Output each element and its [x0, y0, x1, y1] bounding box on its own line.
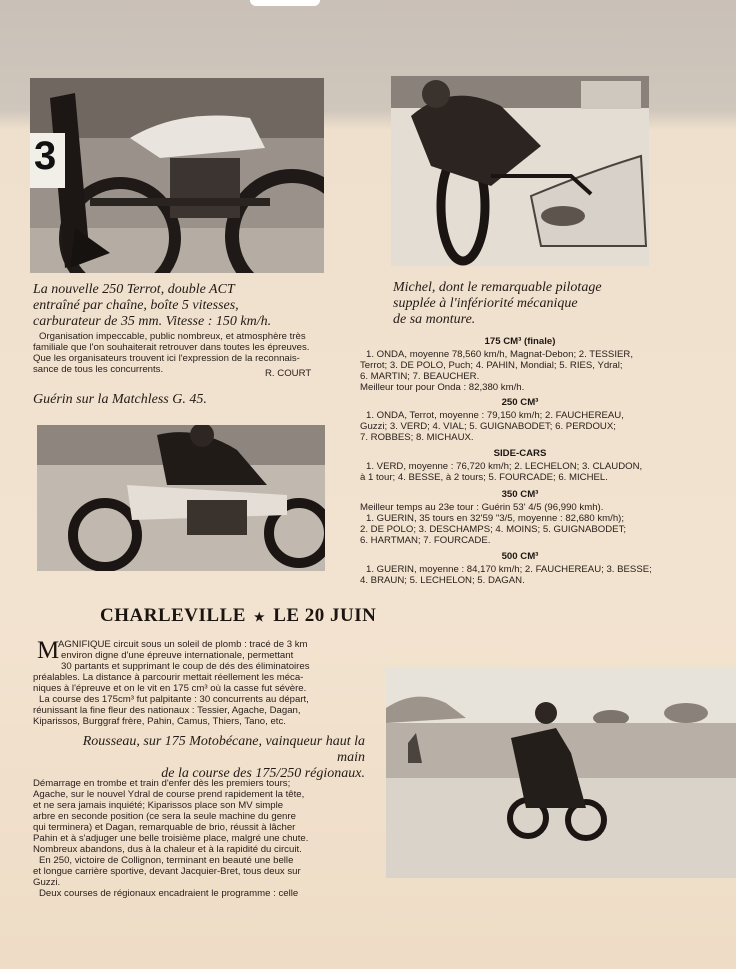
results-sidecars-heading: SIDE-CARS: [493, 448, 547, 459]
results-250: [360, 410, 685, 443]
terrot-caption-line: La nouvelle 250 Terrot, double ACT: [33, 282, 235, 297]
matchless-caption: Guérin sur la Matchless G. 45.: [33, 392, 207, 407]
intro-line: familiale que l'on souhaiterait retrouver dans toutes les épreuves.: [33, 342, 310, 353]
charleville-intro: [33, 639, 331, 727]
result-line: Meilleur temps au 23e tour : Guérin 53' 4/5 (96,990 kmh).: [360, 502, 604, 513]
results-250-heading: 250 CM³: [501, 397, 539, 408]
charleville-body-line: Guzzi.: [33, 877, 61, 888]
terrot-caption-line: carburateur de 35 mm. Vitesse : 150 km/h.: [33, 314, 272, 329]
sidecar-caption: [393, 280, 693, 328]
terrot-caption-line: entraîné par chaîne, boîte 5 vitesses,: [33, 298, 239, 313]
charleville-intro-line: niques à l'épreuve et on le vit en 175 cm³ où la casse fut sévère.: [33, 683, 307, 694]
charleville-body: [33, 778, 331, 899]
motobecane-illustration: [386, 668, 736, 878]
result-line: à 1 tour; 4. BESSE, à 2 tours; 5. FOURCADE; 6. MICHEL.: [360, 472, 608, 483]
title-right: LE 20 JUIN: [273, 605, 377, 626]
rousseau-caption-line: Rousseau, sur 175 Motobécane, vainqueur haut la main: [82, 734, 365, 765]
charleville-title: [100, 605, 405, 627]
charleville-body-line: arbre en seconde position (ce sera la seule machine du genre: [33, 811, 296, 822]
results-sidecars: [360, 461, 685, 483]
result-line: 6. MARTIN; 7. BEAUCHER.: [360, 371, 480, 382]
intro-line: sance de tous les concurrents.: [33, 364, 164, 375]
sidecar-caption-line: Michel, dont le remarquable pilotage: [393, 280, 602, 295]
intro-line: Que les organisateurs trouvent ici l'expression de la reconnais-: [33, 353, 300, 364]
charleville-body-line: Agache, sur le nouvel Ydral de course prend rapidement la tête,: [33, 789, 305, 800]
charleville-intro-line: préalables. La distance à parcourir mettait réellement les méca-: [33, 672, 304, 683]
results-175: [360, 349, 685, 393]
results-175-heading: 175 CM³ (finale): [484, 336, 556, 347]
rousseau-caption: [60, 734, 365, 782]
result-line: 1. ONDA, Terrot, moyenne : 79,150 km/h; 2. FAUCHEREAU,: [366, 410, 624, 421]
photo-matchless: [37, 425, 325, 571]
result-line: Meilleur tour pour Onda : 82,380 km/h.: [360, 382, 525, 393]
result-line: Terrot; 3. DE POLO, Puch; 4. PAHIN, Mondial; 5. RIES, Ydral;: [360, 360, 623, 371]
torn-edge: [250, 0, 320, 6]
results-500-heading: 500 CM³: [501, 551, 539, 562]
result-line: 1. GUERIN, moyenne : 84,170 km/h; 2. FAUCHEREAU; 3. BESSE;: [366, 564, 652, 575]
charleville-intro-line: La course des 175cm³ fut palpitante : 30 concurrents au départ,: [39, 694, 309, 705]
charleville-body-line: Démarrage en trombe et train d'enfer dès les premiers tours;: [33, 778, 291, 789]
charleville-intro-line: environ digne d'une épreuve internationale, permettant: [61, 650, 294, 661]
race-number-3: 3: [34, 134, 57, 178]
intro-line: Organisation impeccable, public nombreux, et atmosphère très: [39, 331, 306, 342]
sidecar-caption-line: supplée à l'infériorité mécanique: [393, 296, 578, 311]
title-left: CHARLEVILLE: [100, 605, 246, 626]
terrot-bike-illustration: [30, 78, 324, 273]
charleville-body-line: Nombreux abandons, dus à la chaleur et à la rapidité du circuit.: [33, 844, 302, 855]
sidecar-illustration: [391, 76, 649, 266]
photo-sidecar: [391, 76, 649, 266]
results-500: [360, 564, 685, 586]
signature: R. COURT: [265, 368, 312, 379]
charleville-body-line: Deux courses de régionaux encadraient le programme : celle: [39, 888, 299, 899]
photo-terrot-bike: [30, 78, 324, 273]
result-line: Guzzi; 3. VERD; 4. VIAL; 5. GUIGNABODET; 6. PERDOUX;: [360, 421, 616, 432]
dropcap: M: [37, 637, 60, 664]
result-line: 4. BRAUN; 5. LECHELON; 5. DAGAN.: [360, 575, 525, 586]
charleville-body-line: En 250, victoire de Collignon, terminant en beauté une belle: [39, 855, 294, 866]
terrot-caption: [33, 282, 333, 330]
result-line: 6. HARTMAN; 7. FOURCADE.: [360, 535, 491, 546]
star-icon: ★: [253, 610, 266, 624]
charleville-intro-line: Kiparissos, Burggraf frère, Pahin, Camus, Thiers, Tano, etc.: [33, 716, 286, 727]
result-line: 1. ONDA, moyenne 78,560 km/h, Magnat-Debon; 2. TESSIER,: [366, 349, 633, 360]
results-350-heading: 350 CM³: [501, 489, 539, 500]
result-line: 7. ROBBES; 8. MICHAUX.: [360, 432, 474, 443]
charleville-body-line: qui terminera) et Dagan, remarquable de brio, réussit à lâcher: [33, 822, 296, 833]
charleville-intro-line: 30 partants et supprimant le coup de dés des éliminatoires: [61, 661, 310, 672]
charleville-intro-line: réunissant la fine fleur des nationaux : Tessier, Agache, Dagan,: [33, 705, 301, 716]
charleville-body-line: et ne sera jamais inquiété; Kiparissos place son MV simple: [33, 800, 284, 811]
photo-motobecane: [386, 668, 736, 878]
result-line: 1. GUERIN, 35 tours en 32'59 "3/5, moyenne : 82,680 km/h);: [366, 513, 625, 524]
charleville-body-line: Pahin et à s'adjuger une belle troisième place, malgré une chute.: [33, 833, 309, 844]
sidecar-caption-line: de sa monture.: [393, 312, 476, 327]
charleville-body-line: et longue carrière sportive, devant Jacquier-Bret, tous deux sur: [33, 866, 301, 877]
result-line: 1. VERD, moyenne : 76,720 km/h; 2. LECHELON; 3. CLAUDON,: [366, 461, 643, 472]
result-line: 2. DE POLO; 3. DESCHAMPS; 4. MOINS; 5. GUIGNABODET;: [360, 524, 627, 535]
charleville-intro-line: AGNIFIQUE circuit sous un soleil de plomb : tracé de 3 km: [58, 639, 308, 650]
rousseau-caption-line: de la course des 175/250 régionaux.: [161, 766, 365, 781]
results-350: [360, 502, 685, 546]
matchless-illustration: [37, 425, 325, 571]
